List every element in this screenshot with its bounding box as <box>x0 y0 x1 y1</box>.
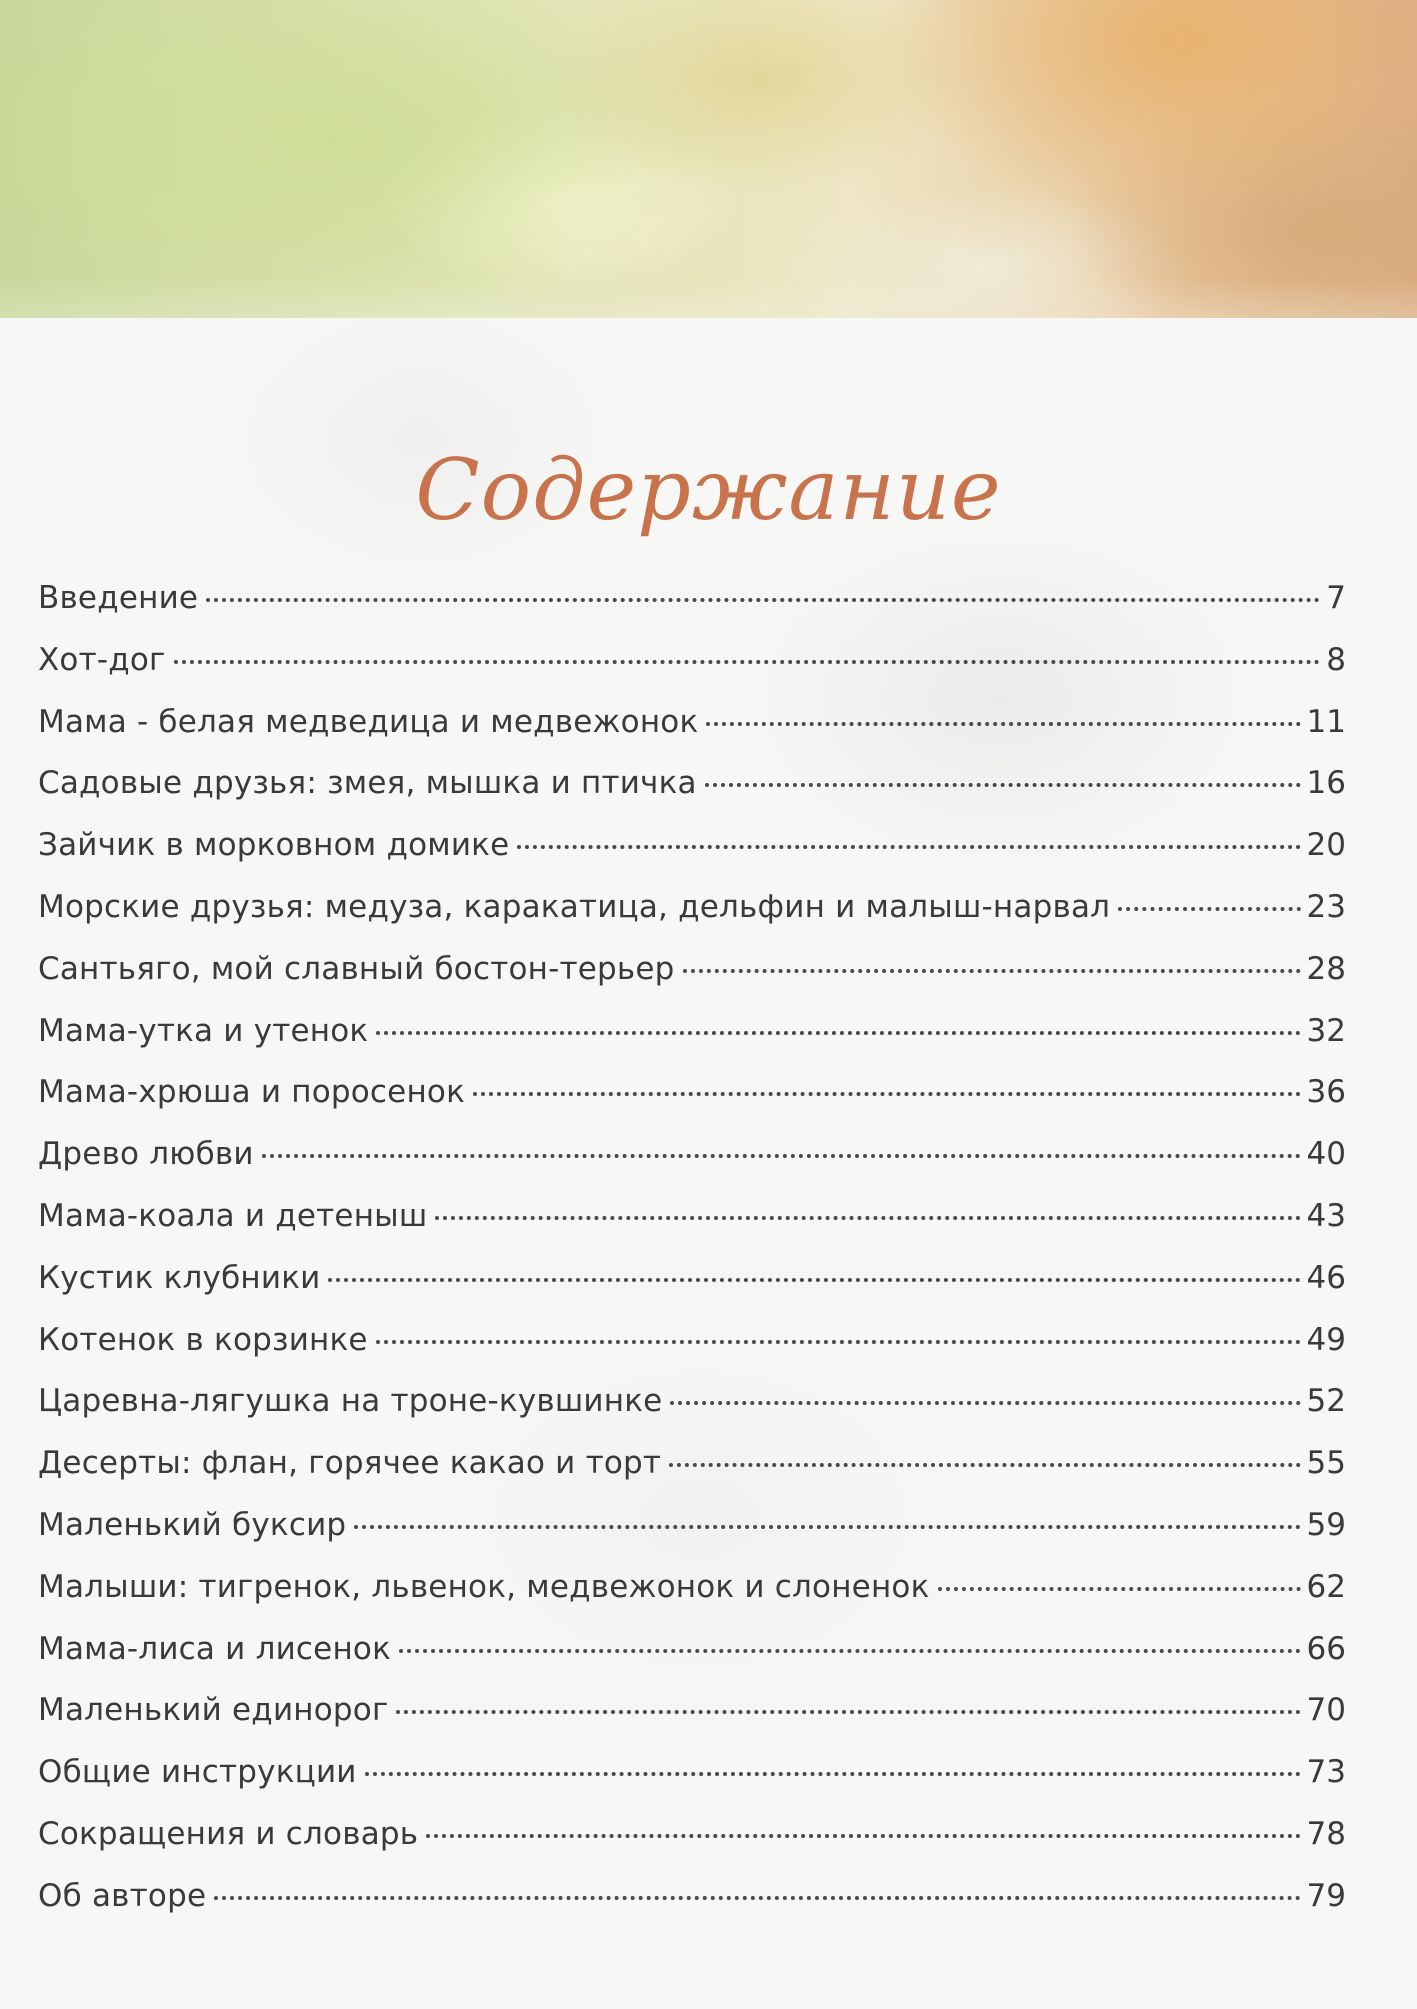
toc-entry-title: Мама - белая медведица и медвежонок <box>38 703 699 740</box>
toc-entry[interactable] <box>38 1260 1346 1322</box>
toc-entry-page-number: 7 <box>1326 580 1346 616</box>
toc-entry[interactable] <box>38 1322 1346 1384</box>
toc-entry-page-number: 66 <box>1306 1630 1346 1667</box>
toc-entry-title: Царевна-лягушка на троне-кувшинке <box>38 1383 663 1420</box>
toc-entry[interactable] <box>38 951 1346 1013</box>
toc-entry-page-number: 59 <box>1306 1506 1346 1543</box>
table-of-contents <box>38 580 1346 1940</box>
page-title: Содержание <box>415 441 1002 539</box>
dot-leader <box>473 1092 1301 1096</box>
dot-leader <box>938 1587 1301 1591</box>
toc-entry-title: Морские друзья: медуза, каракатица, дельфин и малыш-нарвал <box>38 888 1111 925</box>
toc-entry-title: Маленький единорог <box>38 1692 389 1729</box>
toc-entry-page-number: 49 <box>1306 1321 1346 1358</box>
toc-entry-page-number: 32 <box>1306 1012 1346 1049</box>
toc-entry-page-number: 20 <box>1306 827 1346 864</box>
toc-entry-title: Кустик клубники <box>38 1259 321 1296</box>
toc-entry[interactable] <box>38 1074 1346 1136</box>
toc-entry-page-number: 11 <box>1306 703 1346 740</box>
toc-entry-title: Об авторе <box>38 1877 207 1914</box>
toc-entry[interactable] <box>38 580 1346 642</box>
toc-entry[interactable] <box>38 1816 1346 1878</box>
toc-entry-page-number: 70 <box>1306 1692 1346 1729</box>
toc-entry-page-number: 28 <box>1306 950 1346 987</box>
dot-leader <box>396 1710 1300 1714</box>
dot-leader <box>328 1278 1300 1282</box>
toc-entry[interactable] <box>38 827 1346 889</box>
toc-entry-title: Мама-хрюша и поросенок <box>38 1074 466 1111</box>
toc-entry[interactable] <box>38 704 1346 766</box>
toc-entry[interactable] <box>38 1569 1346 1631</box>
dot-leader <box>365 1772 1301 1776</box>
dot-leader <box>376 1340 1301 1344</box>
toc-entry[interactable] <box>38 1383 1346 1445</box>
toc-entry-page-number: 43 <box>1306 1197 1346 1234</box>
dot-leader <box>669 1463 1300 1467</box>
toc-entry-title: Мама-утка и утенок <box>38 1012 369 1049</box>
toc-entry[interactable] <box>38 765 1346 827</box>
toc-entry-title: Введение <box>38 580 199 616</box>
toc-entry-title: Сокращения и словарь <box>38 1815 419 1852</box>
toc-entry-title: Садовые друзья: змея, мышка и птичка <box>38 765 697 802</box>
dot-leader <box>670 1401 1300 1405</box>
toc-entry-title: Общие инструкции <box>38 1754 357 1791</box>
toc-entry-page-number: 79 <box>1306 1877 1346 1914</box>
toc-entry-page-number: 55 <box>1306 1445 1346 1482</box>
header-illustration <box>0 0 1417 318</box>
toc-entry-page-number: 46 <box>1306 1259 1346 1296</box>
dot-leader <box>206 598 1320 602</box>
dot-leader <box>517 845 1300 849</box>
toc-entry[interactable] <box>38 1754 1346 1816</box>
toc-entry-page-number: 36 <box>1306 1074 1346 1111</box>
toc-entry[interactable] <box>38 1631 1346 1693</box>
toc-entry-page-number: 8 <box>1326 641 1346 678</box>
toc-entry-page-number: 73 <box>1306 1754 1346 1791</box>
toc-entry[interactable] <box>38 1692 1346 1754</box>
toc-entry-page-number: 40 <box>1306 1136 1346 1173</box>
dot-leader <box>435 1216 1300 1220</box>
toc-entry[interactable] <box>38 1136 1346 1198</box>
toc-entry[interactable] <box>38 1507 1346 1569</box>
dot-leader <box>174 660 1321 664</box>
toc-entry-title: Маленький буксир <box>38 1506 347 1543</box>
toc-entry-title: Малыши: тигренок, львенок, медвежонок и слоненок <box>38 1568 930 1605</box>
toc-entry-page-number: 62 <box>1306 1568 1346 1605</box>
toc-entry-title: Десерты: флан, горячее какао и торт <box>38 1445 662 1482</box>
dot-leader <box>376 1031 1300 1035</box>
toc-entry-title: Хот-дог <box>38 641 166 678</box>
toc-entry[interactable] <box>38 642 1346 704</box>
toc-entry[interactable] <box>38 1013 1346 1075</box>
toc-entry-page-number: 16 <box>1306 765 1346 802</box>
toc-entry-title: Мама-коала и детеныш <box>38 1197 428 1234</box>
toc-entry-page-number: 23 <box>1306 888 1346 925</box>
toc-entry-title: Мама-лиса и лисенок <box>38 1630 392 1667</box>
toc-entry-page-number: 78 <box>1306 1815 1346 1852</box>
dot-leader <box>706 722 1300 726</box>
dot-leader <box>426 1834 1300 1838</box>
dot-leader <box>705 783 1301 787</box>
toc-entry[interactable] <box>38 1445 1346 1507</box>
dot-leader <box>399 1649 1301 1653</box>
dot-leader <box>354 1525 1300 1529</box>
toc-entry-title: Зайчик в морковном домике <box>38 827 510 864</box>
dot-leader <box>1118 907 1300 911</box>
dot-leader <box>214 1896 1300 1900</box>
dot-leader <box>262 1154 1301 1158</box>
toc-entry[interactable] <box>38 889 1346 951</box>
toc-entry-page-number: 52 <box>1306 1383 1346 1420</box>
toc-entry-title: Сантьяго, мой славный бостон-терьер <box>38 950 675 987</box>
toc-entry[interactable] <box>38 1878 1346 1940</box>
toc-entry-title: Древо любви <box>38 1136 254 1173</box>
toc-entry[interactable] <box>38 1198 1346 1260</box>
dot-leader <box>683 969 1301 973</box>
toc-entry-title: Котенок в корзинке <box>38 1321 368 1358</box>
